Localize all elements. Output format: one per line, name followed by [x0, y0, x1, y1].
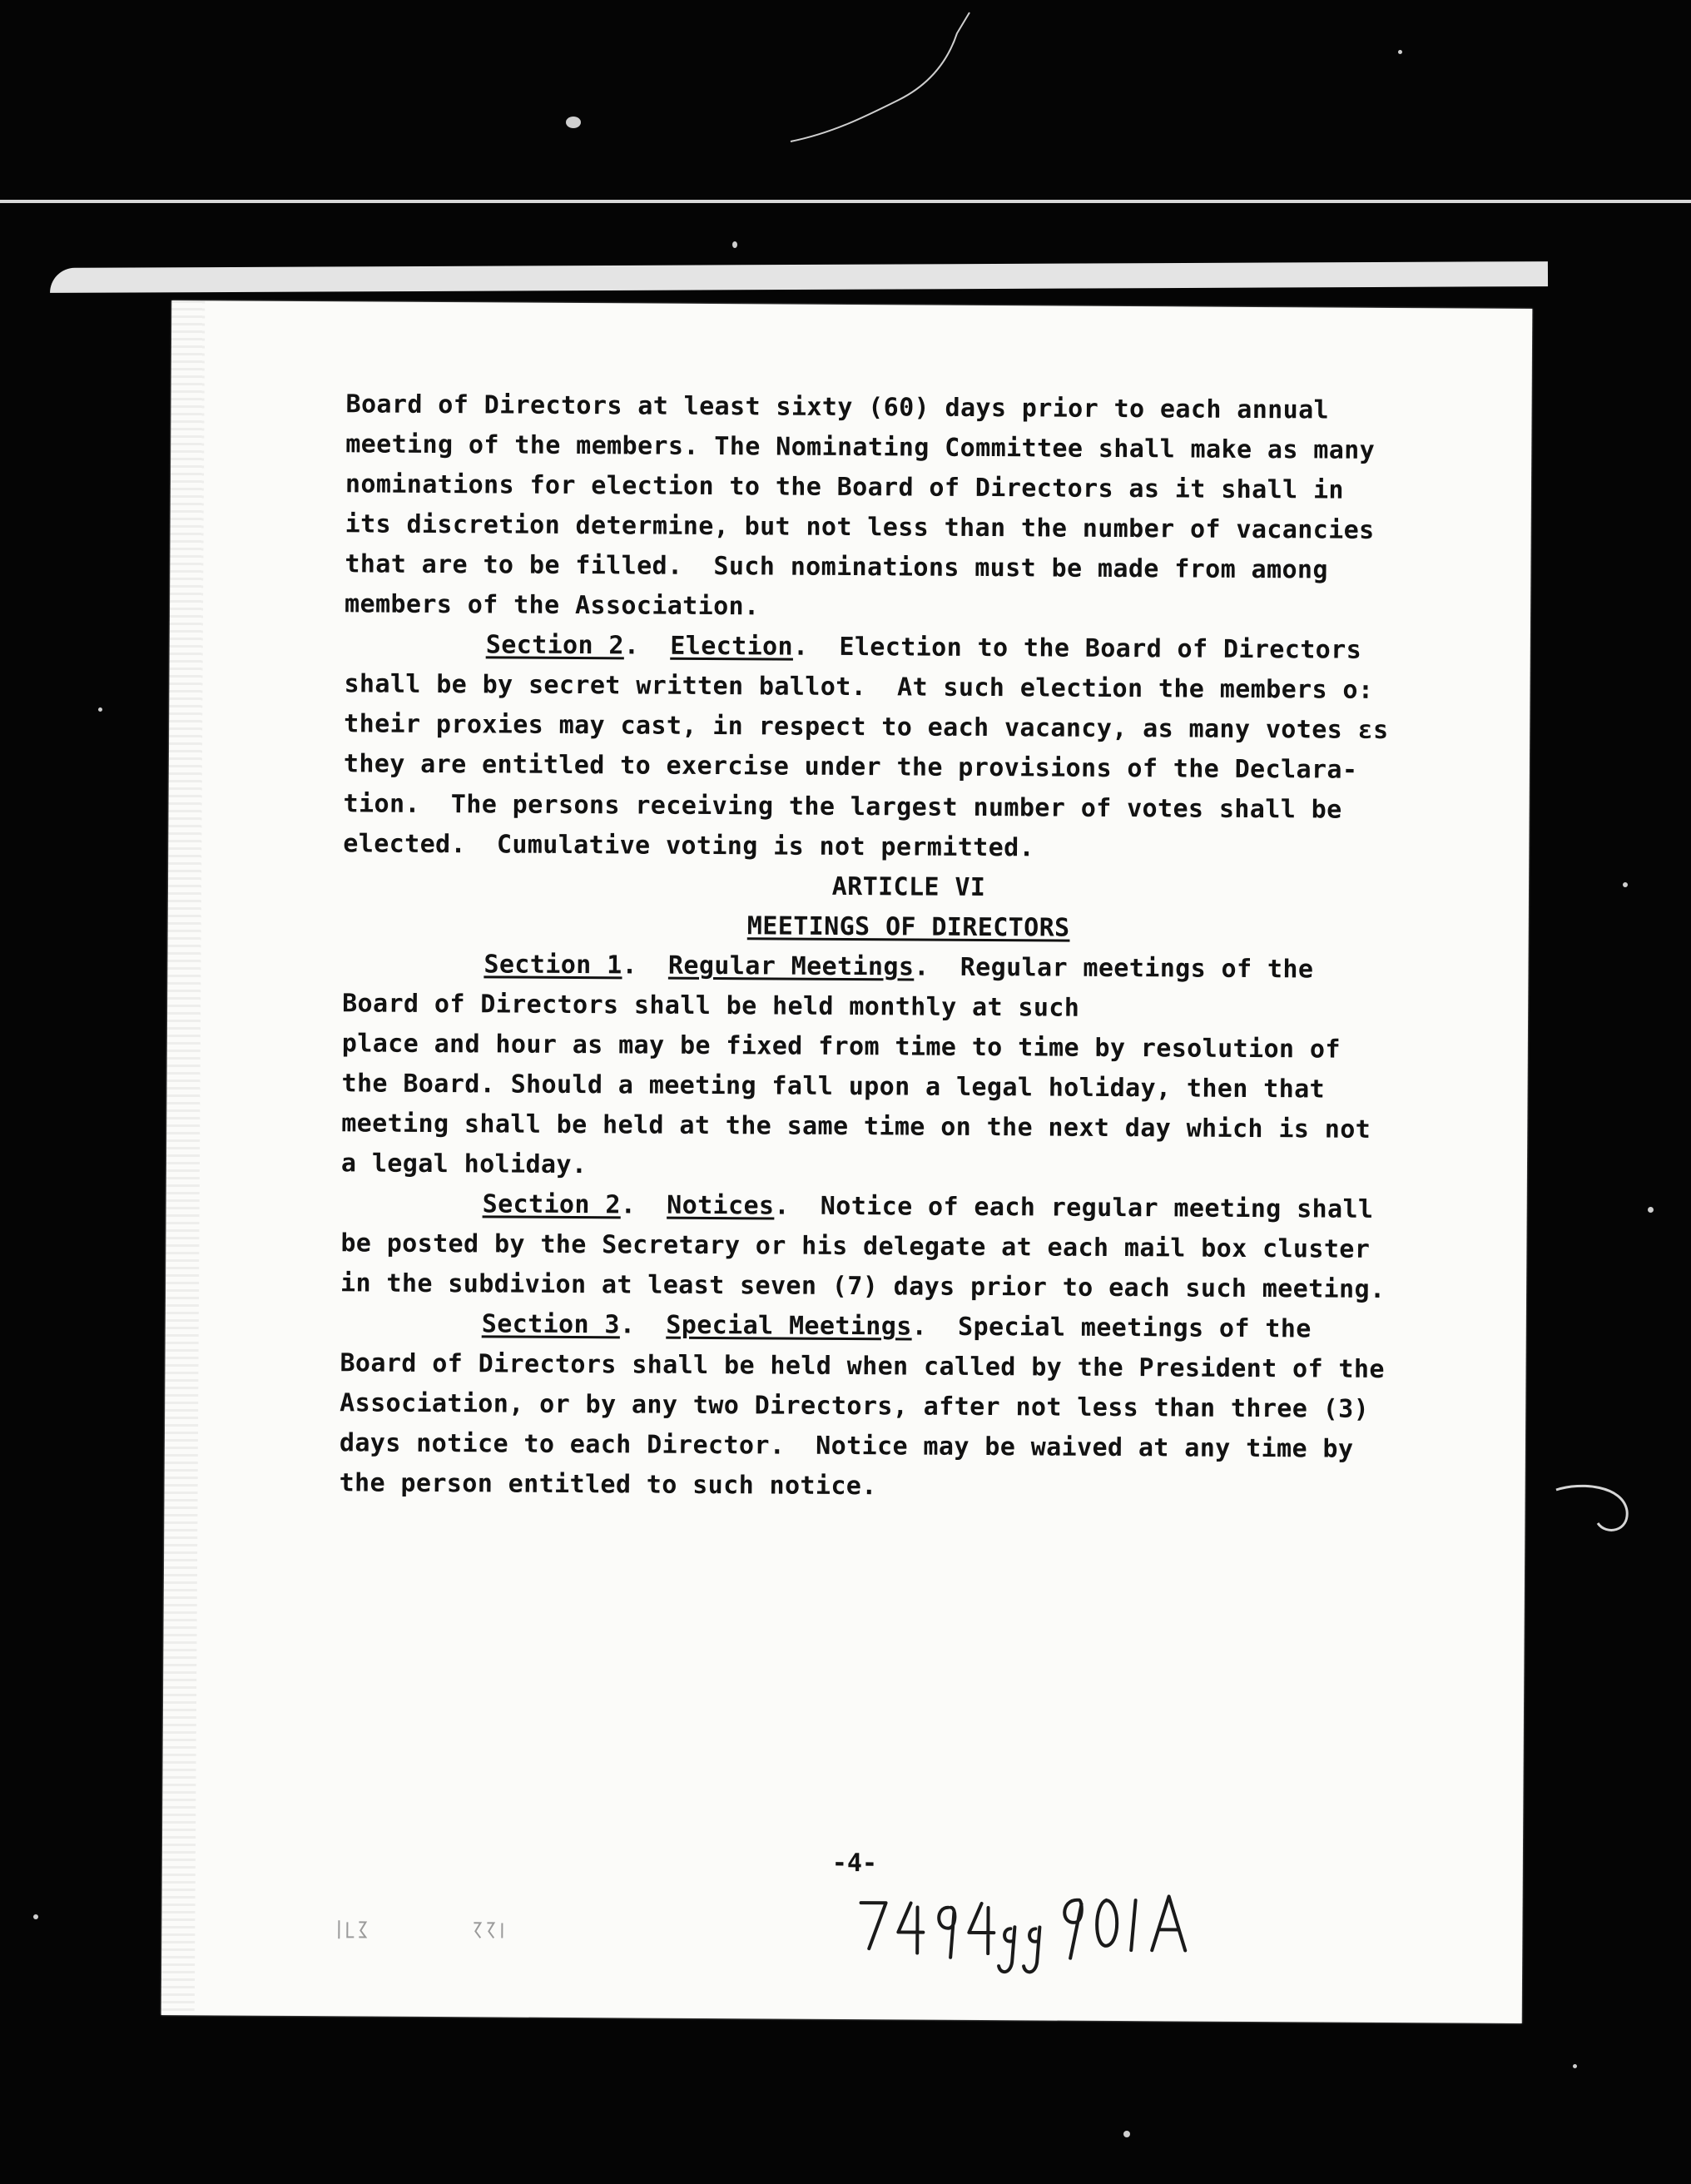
- document-page: [161, 300, 1533, 2023]
- section-label: Section 2: [482, 1189, 621, 1220]
- body-line: the person entitled to such notice.: [339, 1468, 877, 1502]
- dust-speck: [33, 1914, 38, 1919]
- stray-hook-mark: [1548, 1465, 1639, 1548]
- section-heading: Election: [670, 631, 794, 662]
- body-line: Board of Directors at least sixty (60) days prior to each annual: [345, 390, 1330, 425]
- page-number: -4-: [831, 1848, 878, 1879]
- body-line: its discretion determine, but not less than the number of vacancies: [345, 509, 1375, 545]
- faint-stamp-marks: [332, 1912, 548, 1947]
- document-body: [339, 385, 1477, 1510]
- body-line: shall be by secret written ballot. At such election the members o:: [344, 669, 1374, 705]
- section-label: Section 1: [483, 950, 622, 980]
- paper-top-edge: [50, 261, 1548, 293]
- dust-speck: [1123, 2131, 1130, 2137]
- article-title: ARTICLE VI: [831, 871, 986, 903]
- page-edge-shadow: [161, 300, 206, 2015]
- body-line: a legal holiday.: [340, 1149, 588, 1180]
- body-line: meeting shall be held at the same time on the next day which is not: [341, 1109, 1371, 1144]
- body-line: their proxies may cast, in respect to each vacancy, as many votes ɛs: [344, 709, 1389, 745]
- scanner-edge-line: [0, 200, 1691, 203]
- body-line: place and hour as may be fixed from time to time by resolution of: [341, 1029, 1341, 1065]
- dust-speck: [1648, 1207, 1654, 1213]
- body-line: tion. The persons receiving the largest number of votes shall be: [343, 789, 1342, 825]
- section-label: Section 3: [481, 1309, 621, 1340]
- body-line: Association, or by any two Directors, after not less than three (3): [340, 1388, 1370, 1424]
- body-line: Board of Directors shall be held monthly at such: [342, 989, 1080, 1023]
- section-2-notices-heading-line: Section 2. Notices. Notice of each regular meeting shall: [482, 1189, 1374, 1224]
- section-heading: Special Meetings: [666, 1310, 912, 1342]
- handwritten-book-page-note: [852, 1869, 1203, 1988]
- body-line: they are entitled to exercise under the provisions of the Declara-: [343, 749, 1358, 785]
- body-line: that are to be filled. Such nominations must be made from among: [345, 549, 1329, 585]
- section-3-special-heading-line: Section 3. Special Meetings. Special meetings of the: [481, 1309, 1312, 1344]
- body-line: the Board. Should a meeting fall upon a legal holiday, then that: [341, 1069, 1326, 1104]
- body-line: be posted by the Secretary or his delegate at each mail box cluster: [340, 1228, 1371, 1264]
- section-2-election-heading-line: Section 2. Election. Election to the Board of Directors: [485, 630, 1362, 665]
- stray-scratch-mark: [782, 8, 982, 150]
- body-line: days notice to each Director. Notice may be waived at any time by: [339, 1428, 1354, 1464]
- body-line: in the subdivion at least seven (7) days prior to each such meeting.: [340, 1268, 1386, 1304]
- body-line: elected. Cumulative voting is not permitted.: [343, 829, 1035, 863]
- section-1-regular-heading-line: Section 1. Regular Meetings. Regular meetings of the: [483, 950, 1314, 985]
- dust-speck: [732, 241, 737, 248]
- dust-speck: [1623, 882, 1628, 887]
- body-line: nominations for election to the Board of Directors as it shall in: [345, 469, 1345, 505]
- article-subtitle-text: MEETINGS OF DIRECTORS: [746, 911, 1070, 943]
- section-heading: Notices: [667, 1190, 775, 1221]
- section-label: Section 2: [485, 630, 625, 661]
- section-first-line: Special meetings of the: [958, 1312, 1312, 1344]
- body-line: members of the Association.: [344, 589, 760, 622]
- section-first-line: Notice of each regular meeting shall: [820, 1191, 1374, 1224]
- dust-speck: [566, 117, 581, 128]
- section-heading: Regular Meetings: [667, 951, 915, 982]
- section-first-line: Regular meetings of the: [960, 952, 1314, 985]
- article-subtitle: [343, 904, 1475, 951]
- dust-speck: [1398, 50, 1402, 54]
- dust-speck: [1573, 2064, 1577, 2068]
- body-line: meeting of the members. The Nominating Committee shall make as many: [345, 429, 1376, 465]
- section-first-line: Election to the Board of Directors: [839, 632, 1362, 665]
- body-line: Board of Directors shall be held when called by the President of the: [340, 1348, 1385, 1384]
- dust-speck: [98, 707, 102, 712]
